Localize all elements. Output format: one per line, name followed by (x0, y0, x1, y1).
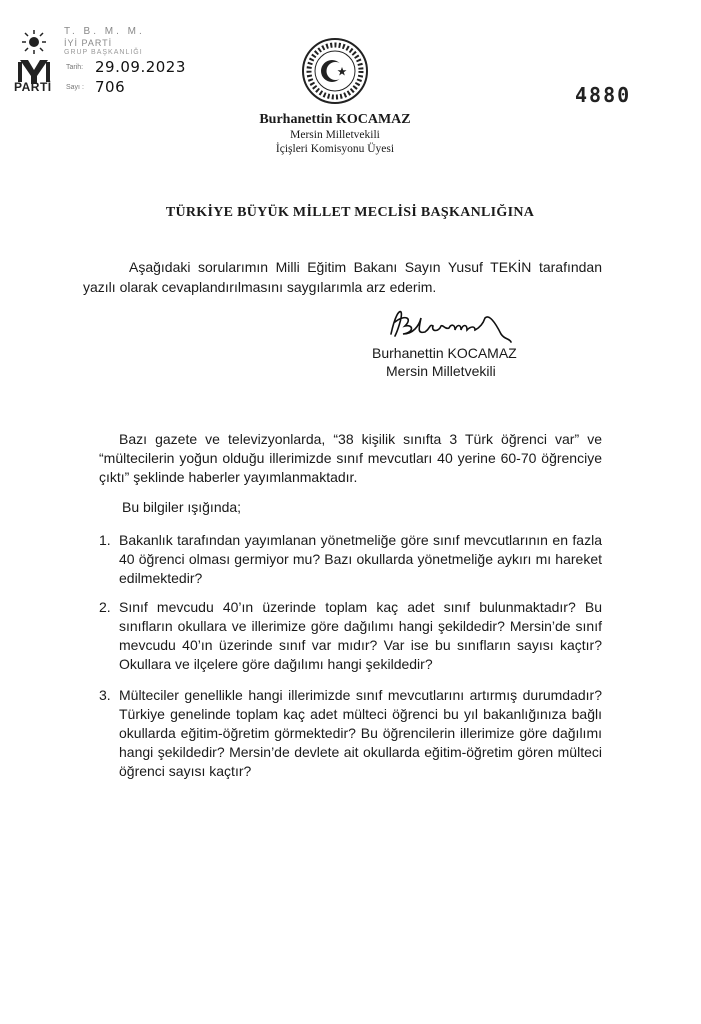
stamp-line-3: GRUP BAŞKANLIĞI (64, 49, 143, 56)
question-number: 1. (99, 532, 111, 548)
sender-name: Burhanettin KOCAMAZ (259, 112, 411, 127)
parliament-emblem-icon (300, 36, 370, 106)
intro-paragraph: Aşağıdaki sorularımın Milli Eğitim Bakanı Sayın Yusuf TEKİN tarafından yazılı olarak cevaplandırılmasını saygılarımla arz ederim. (83, 259, 602, 295)
question-item (99, 531, 602, 588)
signature-title: Mersin Milletvekili (386, 363, 496, 379)
registry-stamp (64, 26, 145, 56)
question-item (99, 686, 602, 781)
document-number: 4880 (575, 83, 632, 107)
stamp-number-value: 706 (95, 78, 126, 96)
party-word: PARTİ (14, 80, 52, 94)
stamp-number-label: Sayı : (66, 84, 84, 91)
lead-in-text: Bu bilgiler ışığında; (122, 499, 242, 515)
addressee-heading: TÜRKİYE BÜYÜK MİLLET MECLİSİ BAŞKANLIĞINA (165, 205, 535, 220)
question-item (99, 598, 602, 674)
question-text: Bakanlık tarafından yayımlanan yönetmeliğe göre sınıf mevcutlarının en fazla 40 öğrenci olması germiyor mu? Bazı okullarda yönetmeliğe aykırı mı hareket edilmektedir? (119, 532, 602, 586)
stamp-line-1: T. B. M. M. (64, 26, 145, 37)
signature-name: Burhanettin KOCAMAZ (372, 345, 517, 361)
question-number: 3. (99, 687, 111, 703)
sender-block (200, 112, 470, 156)
handwritten-signature (385, 304, 525, 346)
body-paragraph: Bazı gazete ve televizyonlarda, “38 kişilik sınıfta 3 Türk öğrenci var” ve “mültecilerin yoğun olduğu illerimizde sınıf mevcutları 40 yerine 60-70 öğrenciye çıktı” şeklinde haberler yayımlanmaktadır. (99, 431, 602, 485)
question-text: Sınıf mevcudu 40’ın üzerinde toplam kaç adet sınıf bulunmaktadır? Bu sınıfların okullara ve illerimize göre dağılımı hangi şekildedir? Mersin’de sınıf mevcudu 40’ın üzerinde sınıf var mıdır? Var ise bu sınıfların sayısı kaçtır? Okullara ve ilçelere göre dağılımı hangi şekildedir? (119, 599, 602, 672)
stamp-date-value: 29.09.2023 (95, 58, 186, 76)
sender-title: Mersin Milletvekili (290, 129, 380, 141)
question-number: 2. (99, 599, 111, 615)
question-text: Mülteciler genellikle hangi illerimizde sınıf mevcutlarını artırmış durumdadır? Türkiye genelinde toplam kaç adet mülteci öğrenci bu yıl bakanlığınıza bağlı okullarda eğitim-öğretim görmektedir? Bu öğrencilerin illerimize göre dağılımı hangi şekildedir? Mersin’de devlete ait okullarda eğitim-öğretim gören mülteci öğrenci sayısı kaçtır? (119, 687, 602, 779)
stamp-line-2: İYİ PARTİ (64, 38, 113, 48)
stamp-date-label: Tarih: (66, 64, 84, 71)
sender-role: İçişleri Komisyonu Üyesi (275, 143, 395, 155)
